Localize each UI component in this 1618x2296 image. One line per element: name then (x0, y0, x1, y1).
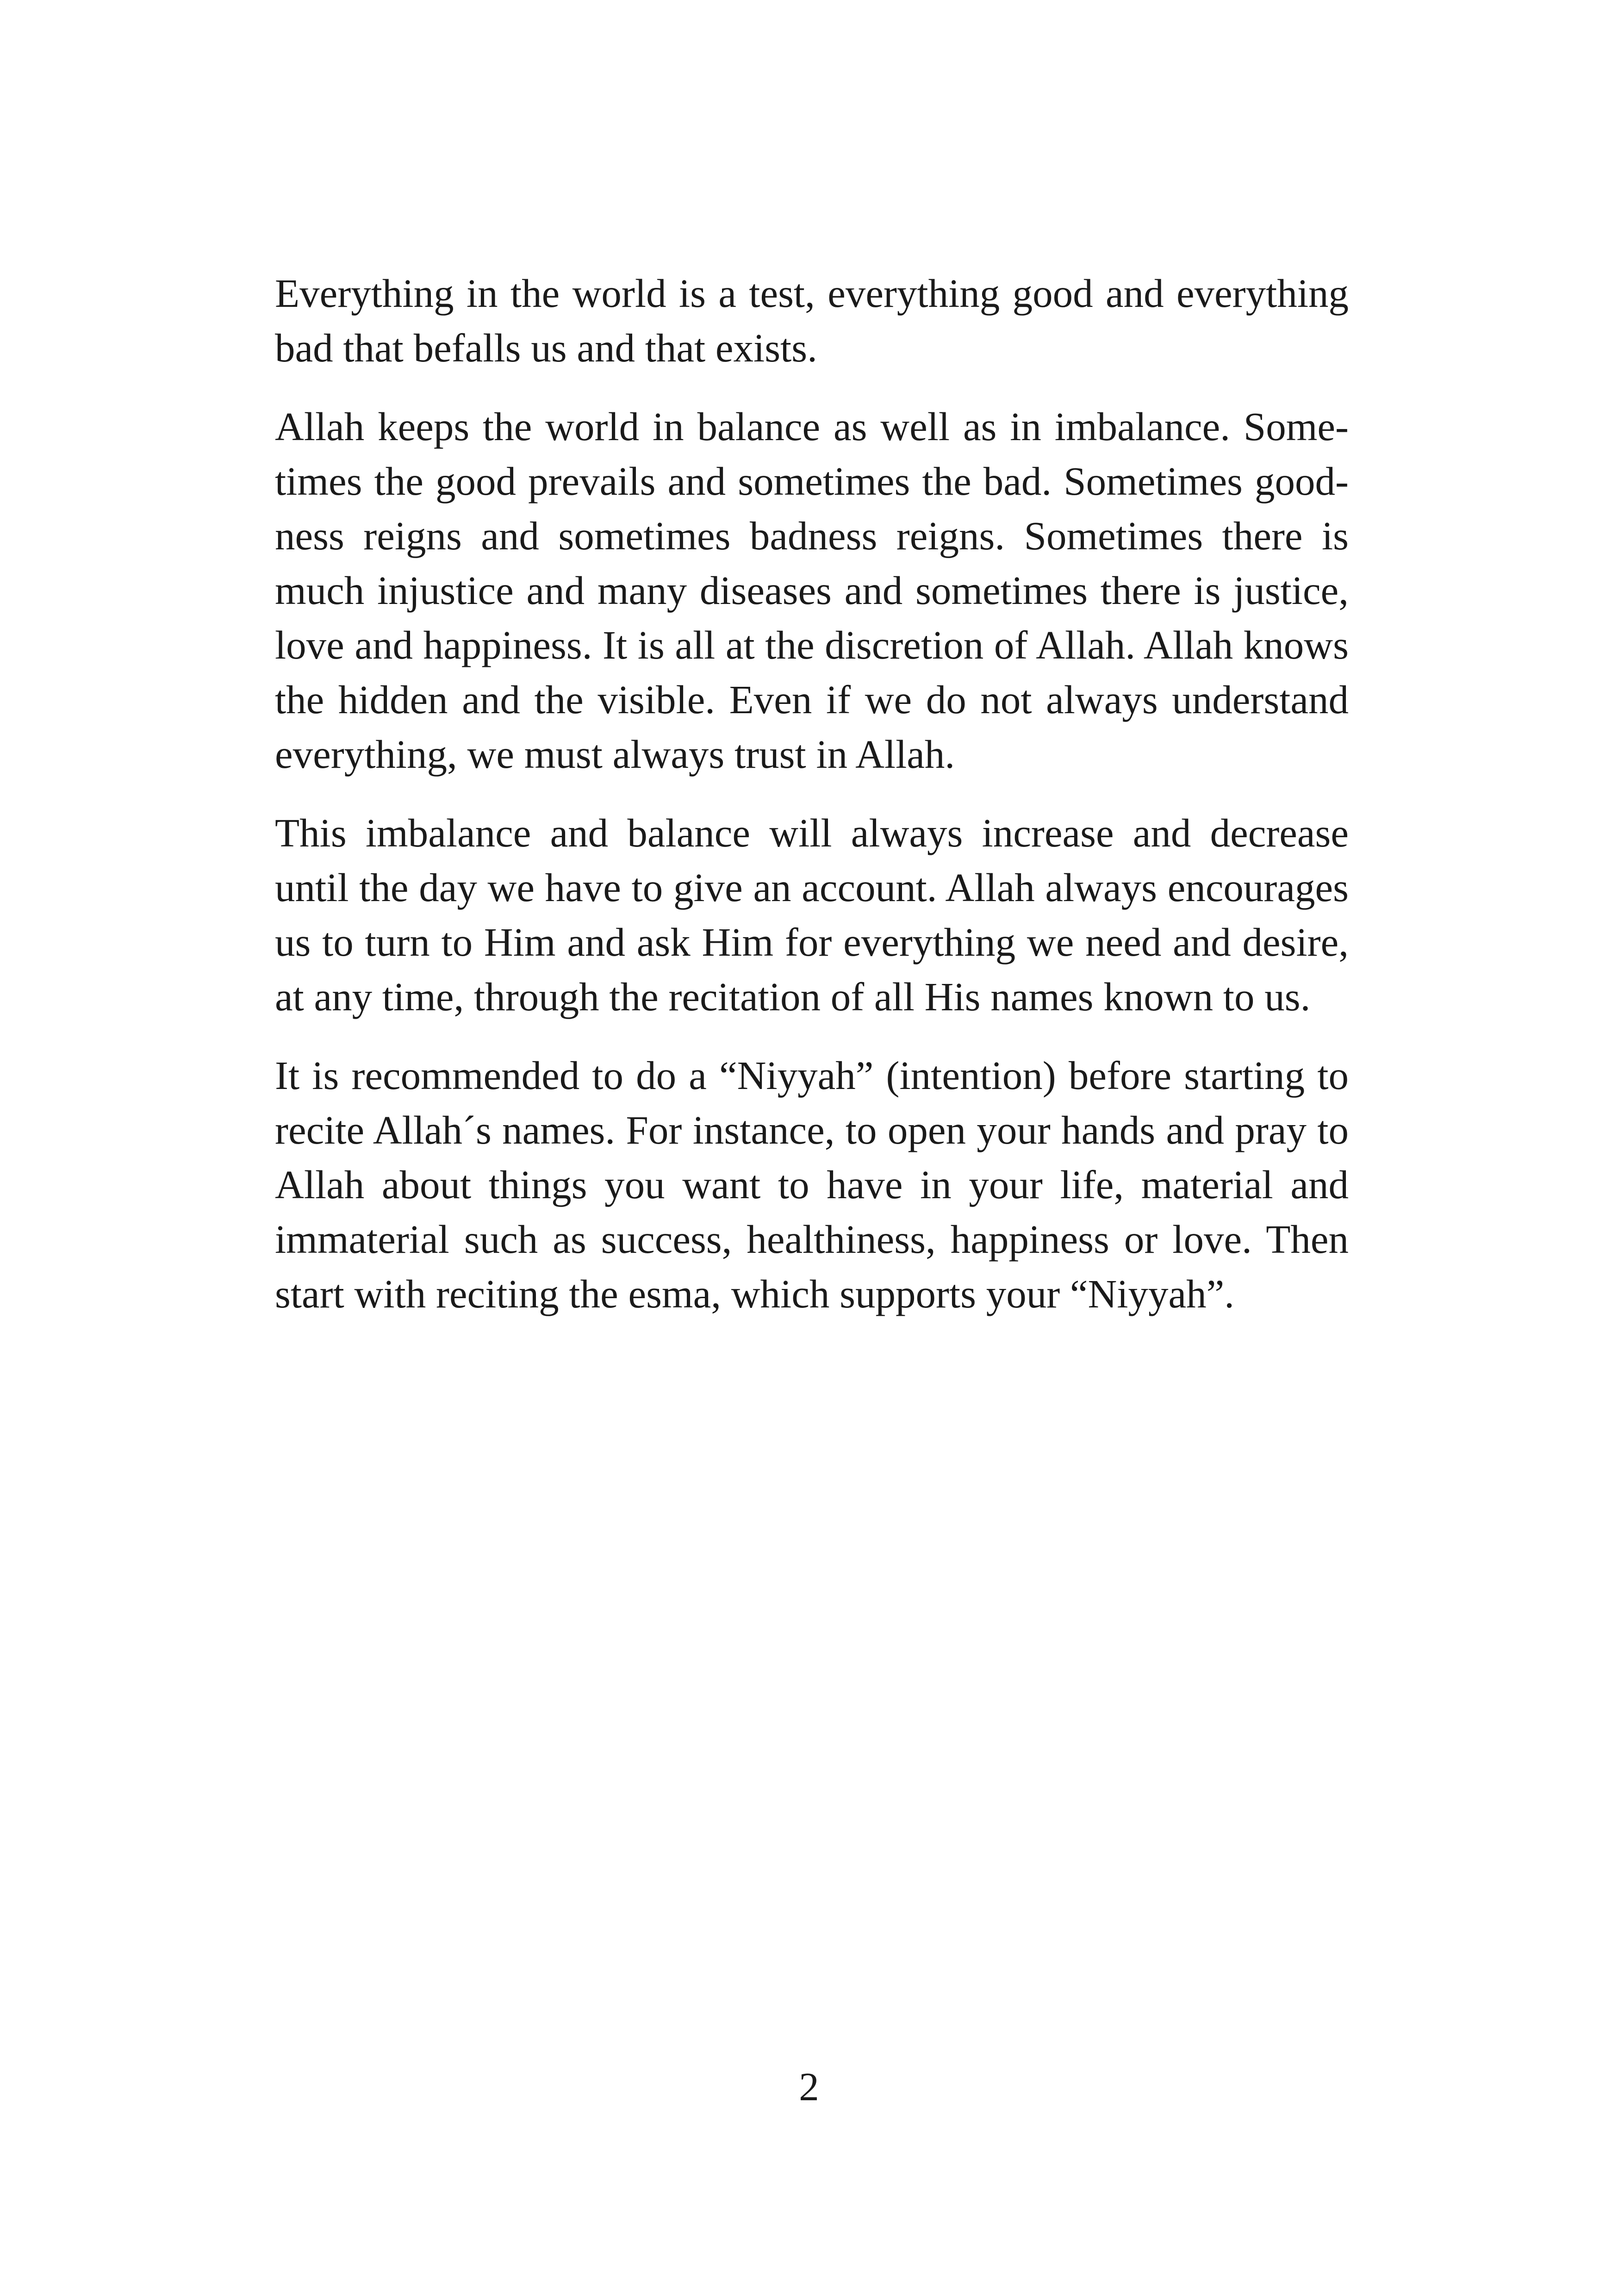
body-text (275, 266, 1349, 1345)
page-number: 2 (799, 2064, 819, 2109)
paragraph-4: It is recommended to do a “Niyyah” (intention) before starting to recite Allah´s names. For instance, to open your hands and pray to Allah about things you want to have in your life, material and immaterial such as success, healthiness, happiness or love. Then start with reciting the esma, which supports your “Niyyah”. (275, 1053, 1349, 1316)
paragraph-2: Allah keeps the world in balance as well as in imbalance. Sometimes the good prevails and sometimes the bad. Sometimes goodness reigns and sometimes badness reigns. Sometimes there is much injustice and many diseases and sometimes there is justice, love and happiness. It is all at the discretion of Allah. Allah knows the hidden and the visible. Even if we do not always understand everything, we must always trust in Allah. (275, 404, 1349, 777)
paragraph-3: This imbalance and balance will always increase and decrease until the day we have to give an account. Allah always encourages us to turn to Him and ask Him for everything we need and desire, at any time, through the recitation of all His names known to us. (275, 810, 1349, 1019)
paragraph-1: Everything in the world is a test, everything good and everything bad that befalls us and that exists. (275, 271, 1349, 370)
